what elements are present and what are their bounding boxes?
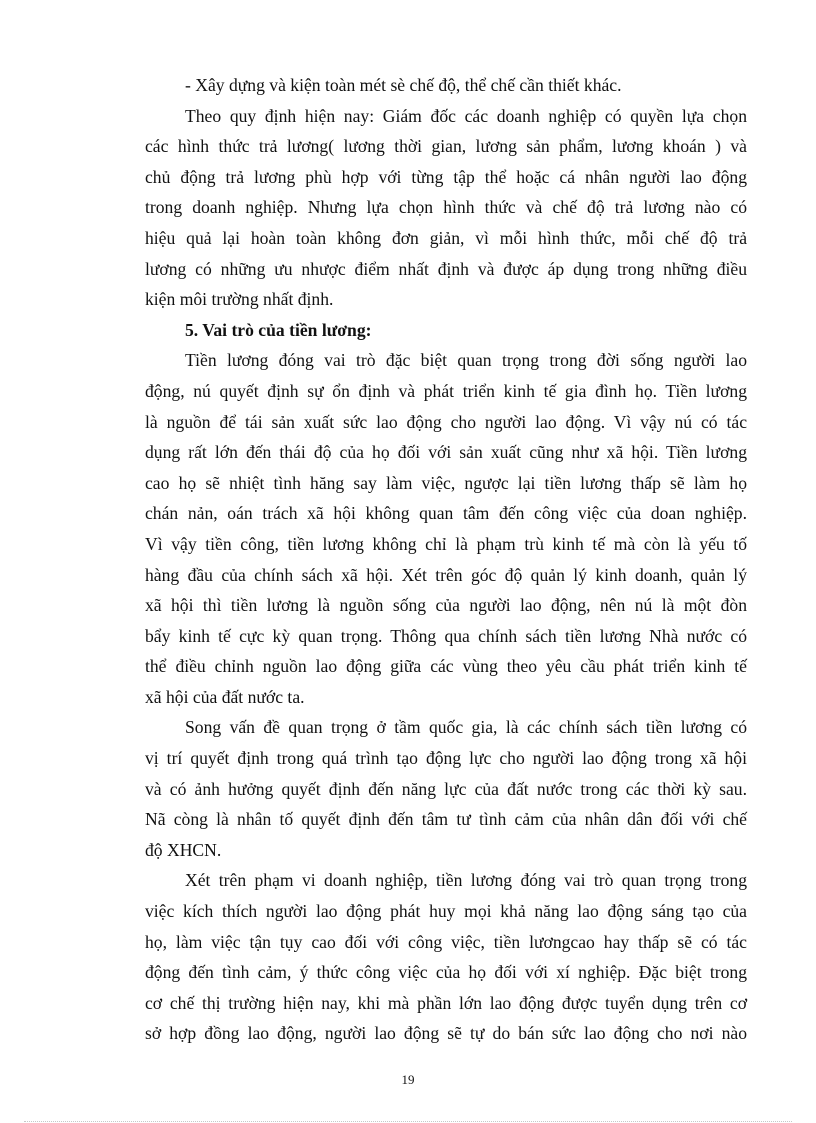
text-line: là nguồn để tái sản xuất sức lao động cho người lao động. Vì vậy nú có tác [145, 411, 747, 432]
text-line: việc kích thích người lao động phát huy mọi khả năng lao động sáng tạo của [145, 901, 747, 922]
text-line: lương có những ưu nhược điểm nhất định và được áp dụng trong những điều [145, 258, 747, 279]
section-heading: 5. Vai trò của tiền lương: [185, 319, 372, 340]
text-line: trong doanh nghiệp. Nhưng lựa chọn hình thức và chế độ trả lương nào có [145, 197, 747, 218]
text-line: chủ động trả lương phù hợp với từng tập thể hoặc cá nhân người lao động [145, 166, 747, 187]
text-line: sở hợp đồng lao động, người lao động sẽ tự do bán sức lao động cho nơi nào [145, 1023, 747, 1044]
text-line: - Xây dựng và kiện toàn mét sè chế độ, thể chế cần thiết khác. [185, 75, 622, 95]
text-line: và có ảnh hưởng quyết định đến năng lực của đất nước trong các thời kỳ sau. [145, 778, 747, 799]
text-line: chán nản, oán trách xã hội không quan tâm đến công việc của doan nghiệp. [145, 503, 747, 524]
text-line: bẩy kinh tế cực kỳ quan trọng. Thông qua chính sách tiền lương Nhà nước có [145, 625, 747, 646]
text-line: xã hội của đất nước ta. [145, 686, 305, 707]
text-line: Theo quy định hiện nay: Giám đốc các doanh nghiệp có quyền lựa chọn [185, 105, 747, 126]
text-line: hiệu quả lại hoàn toàn không đơn giản, vì mỗi hình thức, mỗi chế độ trả [145, 227, 747, 248]
text-line: kiện môi trường nhất định. [145, 289, 334, 310]
text-line: vị trí quyết định trong quá trình tạo động lực cho người lao động trong xã hội [145, 748, 747, 769]
text-line: động, nú quyết định sự ổn định và phát triển kinh tế gia đình họ. Tiền lương [145, 380, 747, 401]
footer-divider [24, 1121, 792, 1122]
text-line: Xét trên phạm vi doanh nghiệp, tiền lương đóng vai trò quan trọng trong [185, 870, 747, 891]
text-line: Song vấn đề quan trọng ở tầm quốc gia, là các chính sách tiền lương có [185, 717, 747, 738]
text-line: xã hội thì tiền lương là nguồn sống của người lao động, nên nú là một đòn [145, 595, 747, 616]
text-line: thể điều chỉnh nguồn lao động giữa các vùng theo yêu cầu phát triển kinh tế [145, 656, 747, 677]
text-line: động đến tình cảm, ý thức công việc của họ đối với xí nghiệp. Đặc biệt trong [145, 962, 747, 983]
text-line: họ, làm việc tận tụy cao đối với công việc, tiền lươngcao hay thấp sẽ có tác [145, 931, 747, 952]
text-line: hàng đầu của chính sách xã hội. Xét trên góc độ quản lý kinh doanh, quản lý [145, 564, 747, 585]
text-line: dụng rất lớn đến thái độ của họ đối với sản xuất cũng như xã hội. Tiền lương [145, 442, 747, 463]
text-line: các hình thức trả lương( lương thời gian, lương sản phẩm, lương khoán ) và [145, 136, 747, 157]
body-text [145, 70, 747, 1049]
text-line: Tiền lương đóng vai trò đặc biệt quan trọng trong đời sống người lao [185, 350, 747, 371]
text-line: cơ chế thị trường hiện nay, khi mà phần lớn lao động được tuyển dụng trên cơ [145, 992, 747, 1013]
text-line: Vì vậy tiền công, tiền lương không chỉ là phạm trù kinh tế mà còn là yếu tố [145, 533, 747, 554]
text-line: độ XHCN. [145, 839, 222, 860]
text-line: cao họ sẽ nhiệt tình hăng say làm việc, ngược lại tiền lương thấp sẽ làm họ [145, 472, 747, 493]
text-line: Nã còng là nhân tố quyết định đến tâm tư tình cảm của nhân dân đối với chế [145, 809, 747, 830]
page-number: 19 [401, 1072, 415, 1087]
